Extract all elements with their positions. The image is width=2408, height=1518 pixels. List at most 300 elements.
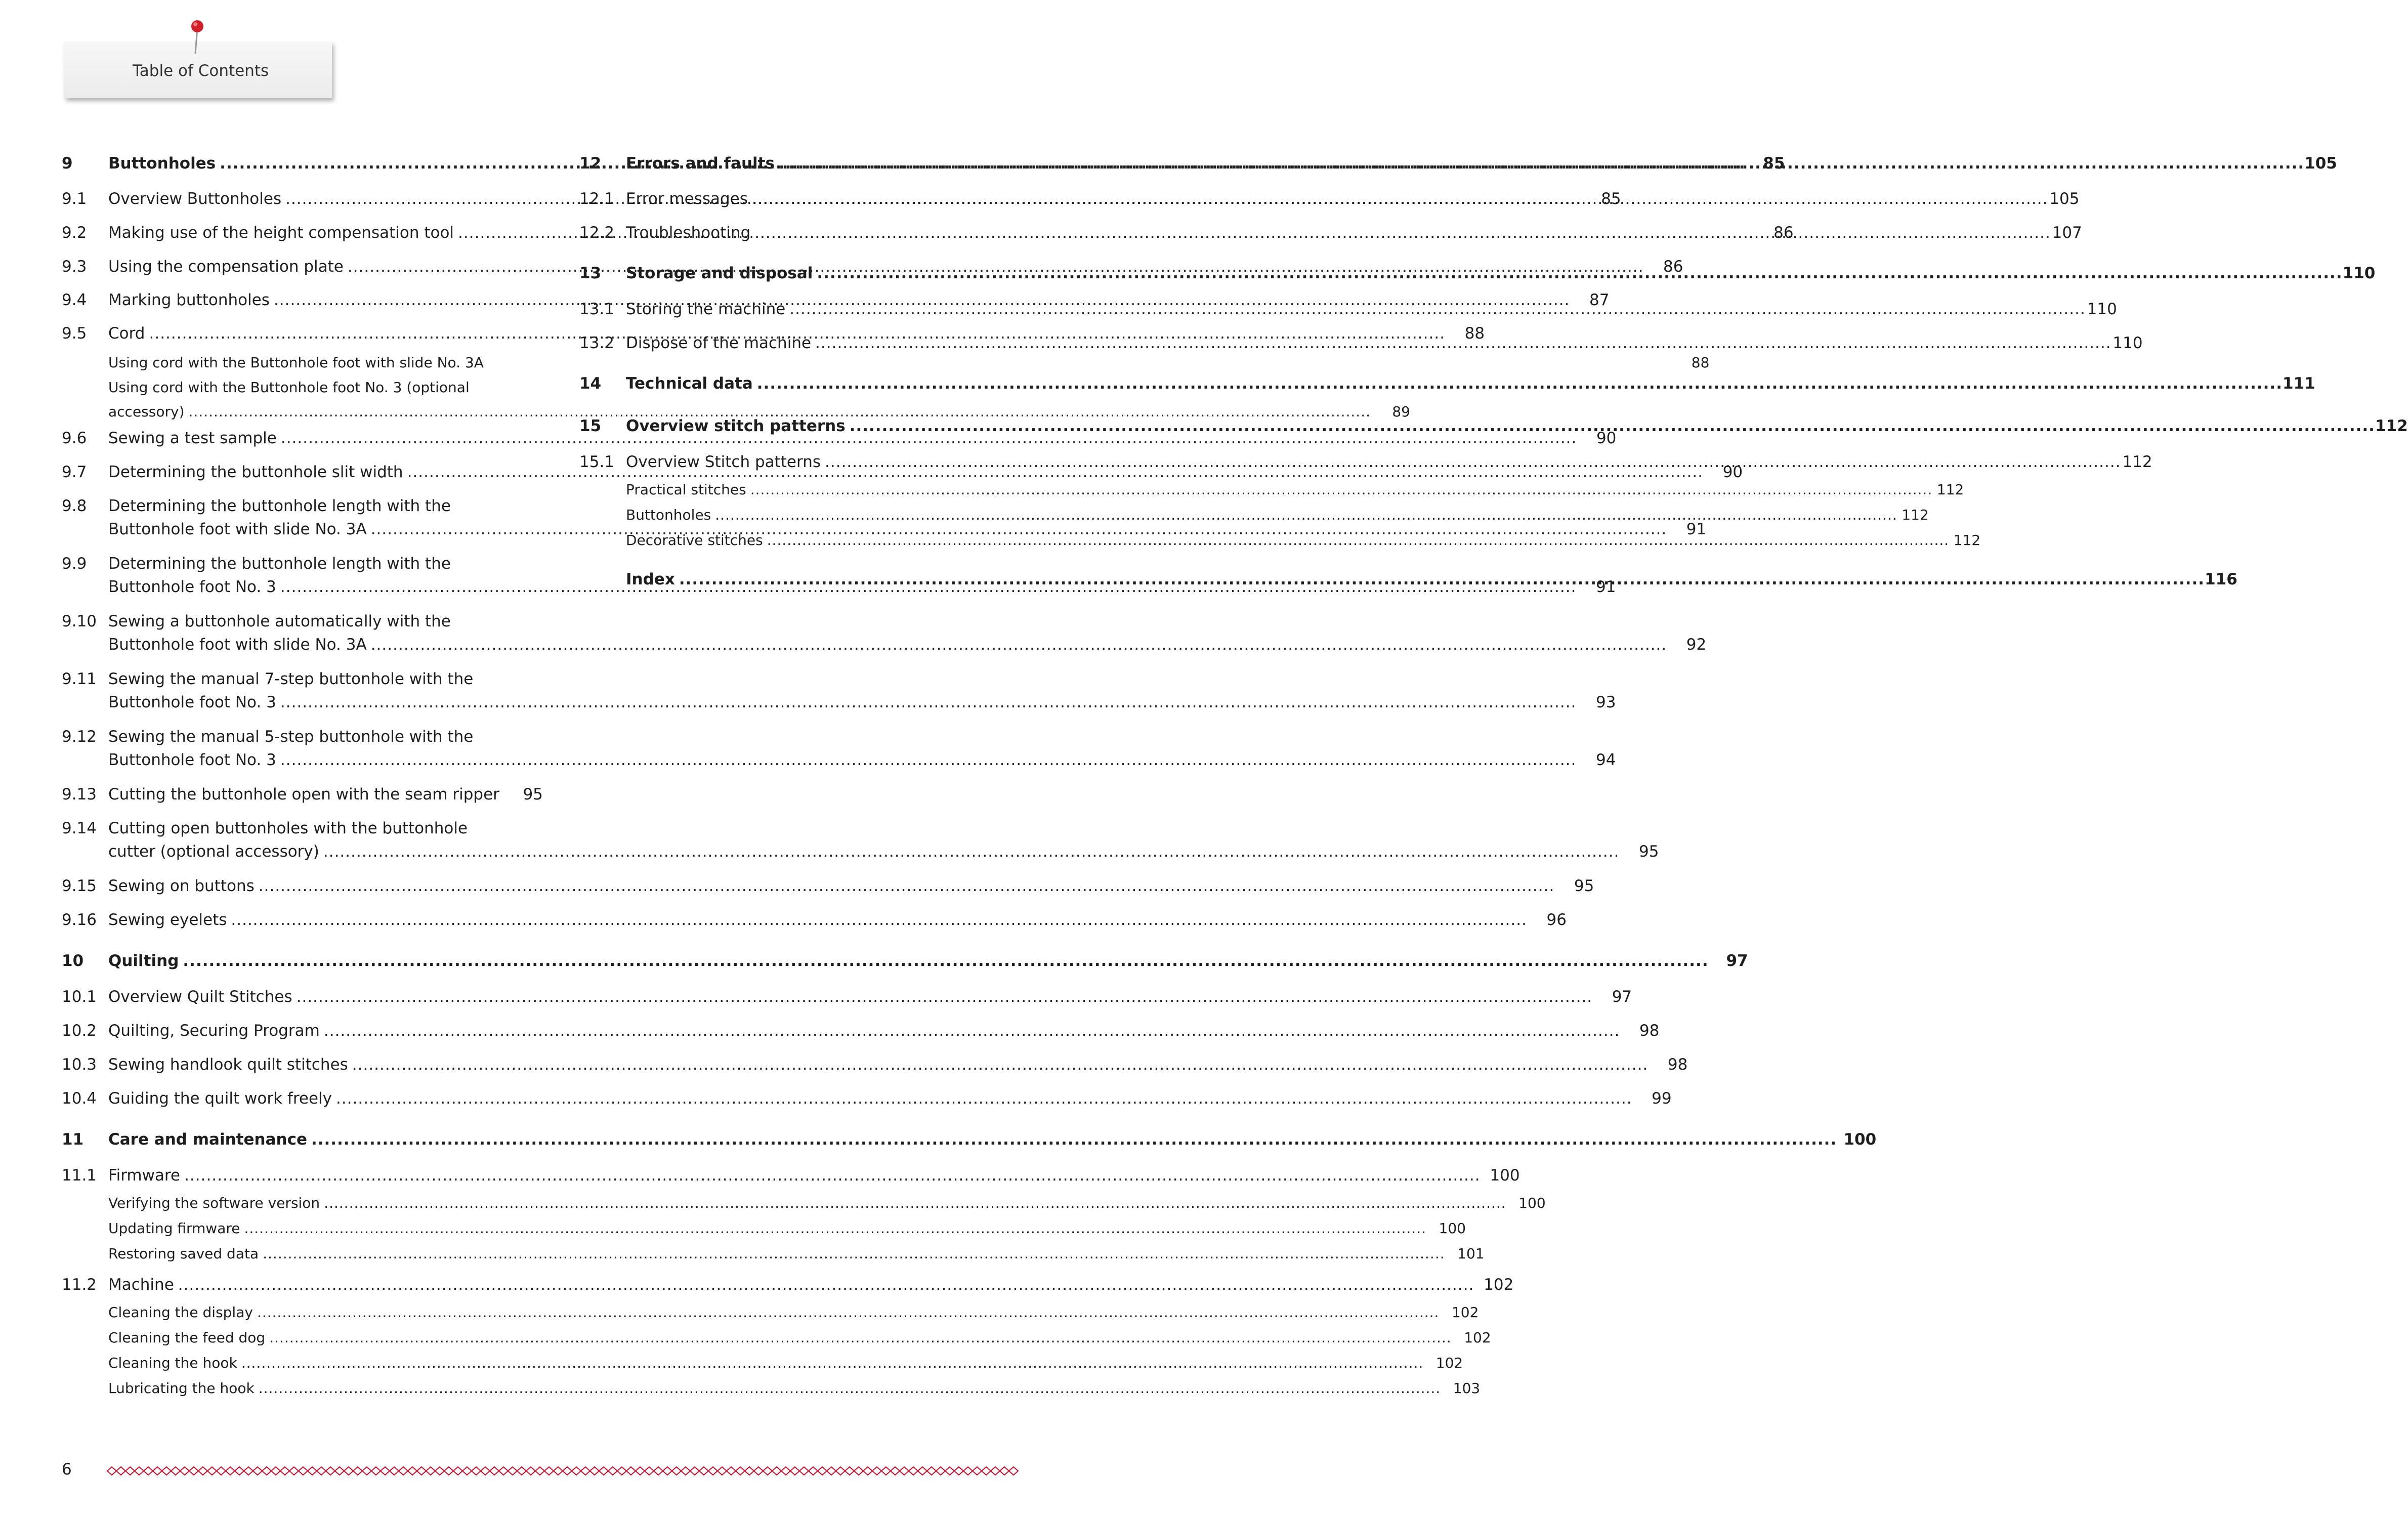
toc-entry-title: Determining the buttonhole length with the [108,497,451,515]
toc-entry-number: 12.1 [579,190,615,208]
toc-page-number: 88 [1464,324,1485,343]
dot-leader [371,633,1667,656]
toc-page-number: 100 [1843,1130,1877,1149]
toc-page-number: 112 [1936,481,1964,498]
toc-entry-number: 9.7 [62,463,87,481]
toc-entry-number: 15.1 [579,453,615,471]
toc-subsection-entry[interactable] [62,1242,1485,1266]
stitch-diamond [408,1467,417,1475]
toc-entry-title: Quilting [108,952,179,970]
toc-entry-title: Lubricating the hook [108,1380,255,1397]
toc-entry-title: Restoring saved data [108,1245,259,1262]
toc-entry-number: 11 [62,1130,84,1149]
toc-entry-title: Buttonhole foot No. 3 [108,578,276,596]
toc-subsection-entry[interactable] [62,1300,1479,1325]
stitch-diamond [180,1467,189,1475]
toc-entry-title: Cleaning the feed dog [108,1329,266,1346]
stitch-diamond [845,1467,854,1475]
dot-leader [767,528,1950,553]
toc-entry-number: 9.5 [62,324,87,343]
toc-entry-title: Sewing the manual 7-step buttonhole with the [108,670,474,688]
dot-leader [825,450,2121,474]
toc-page-number: 100 [1518,1195,1546,1211]
toc-entry-number: 12.2 [579,224,615,242]
toc-subsection-entry[interactable] [62,1216,1466,1241]
stitch-diamond [727,1467,736,1475]
stitch-diamond [499,1467,508,1475]
dot-leader [679,568,2205,591]
toc-subsection-entry[interactable] [62,351,1710,375]
toc-entry-title: Overview Quilt Stitches [108,988,292,1006]
dot-leader [779,152,2304,175]
stitch-diamond [226,1467,235,1475]
toc-entry-number: 11.1 [62,1166,97,1185]
stitch-diamond [699,1467,708,1475]
stitch-diamond [171,1467,180,1475]
toc-page-number: 112 [2375,417,2408,435]
toc-section-entry[interactable] [62,610,1707,656]
toc-entry-title: Error messages [626,190,748,208]
toc-entry-number: 12 [579,154,602,173]
dot-leader [311,1128,1837,1151]
toc-page-number: 102 [1451,1304,1479,1321]
toc-entry-number: 9.8 [62,497,87,515]
toc-page-number: 93 [1595,693,1616,711]
stitch-diamond [672,1467,681,1475]
stitch-diamond [280,1467,289,1475]
toc-entry-title: Cleaning the hook [108,1355,237,1371]
stitch-diamond [590,1467,599,1475]
page-number: 6 [62,1460,72,1479]
stitch-diamond [508,1467,517,1475]
toc-entry-title: accessory) [108,403,185,420]
toc-page-number: 107 [2052,224,2082,242]
dot-leader [752,187,2048,210]
stitch-diamond [708,1467,717,1475]
toc-page-number: 101 [1457,1245,1485,1262]
toc-entry-title: Decorative stitches [626,532,763,549]
toc-page-number: 111 [2283,374,2315,393]
decorative-stitch-border [107,1465,1021,1477]
stitch-diamond [608,1467,617,1475]
stitch-diamond [781,1467,790,1475]
toc-page-number: 103 [1453,1380,1481,1397]
dot-leader [789,298,2086,321]
toc-page-number: 90 [1722,463,1743,481]
stitch-diamond [116,1467,125,1475]
toc-page-number: 94 [1595,751,1616,769]
toc-entry-title: Troubleshooting [626,224,751,242]
dot-leader [257,1300,1440,1325]
toc-section-entry[interactable] [62,908,1567,932]
stitch-diamond [125,1467,135,1475]
dot-leader [280,691,1577,714]
toc-entry-number: 9.14 [62,819,97,837]
pushpin-icon [187,18,207,56]
toc-entry-number: 9.6 [62,429,87,447]
toc-entry-number: 10 [62,952,84,970]
dot-leader [757,372,2283,395]
toc-section-entry[interactable] [62,874,1594,898]
toc-page-number: 102 [1464,1329,1491,1346]
toc-page-number: 112 [1902,507,1929,523]
stitch-diamond [335,1467,344,1475]
stitch-diamond [745,1467,754,1475]
toc-page-number: 110 [2342,264,2376,282]
stitch-diamond [417,1467,426,1475]
stitch-diamond [982,1467,991,1475]
toc-page-number: 110 [2113,334,2143,352]
toc-entry-title: Buttonhole foot with slide No. 3A [108,636,367,654]
stitch-diamond [772,1467,781,1475]
stitch-diamond [262,1467,271,1475]
toc-entry-number: 13.2 [579,334,615,352]
stitch-diamond [490,1467,499,1475]
stitch-diamond [790,1467,799,1475]
stitch-diamond [253,1467,262,1475]
toc-section-entry[interactable] [62,427,1617,450]
toc-entry-title: Sewing a test sample [108,429,277,447]
stitch-diamond [144,1467,153,1475]
toc-entry-title: cutter (optional accessory) [108,842,319,861]
toc-entry-number: 11.2 [62,1276,97,1294]
toc-section-entry[interactable] [62,985,1632,1008]
stitch-diamond [526,1467,535,1475]
dot-leader [263,1242,1445,1266]
dot-leader [244,1216,1427,1241]
toc-entry-title: Buttonholes [626,507,711,523]
toc-entry-title: Errors and faults [626,154,775,173]
toc-section-entry[interactable] [62,725,1616,772]
stitch-diamond [244,1467,253,1475]
stitch-diamond [799,1467,809,1475]
dot-leader [178,1273,1474,1296]
toc-page-number: 100 [1490,1166,1520,1185]
stitch-diamond [189,1467,198,1475]
dot-leader [259,1376,1441,1401]
dot-leader [715,503,1897,527]
toc-entry-number: 9.1 [62,190,87,208]
toc-page-number: 97 [1612,988,1632,1006]
toc-subsection-entry[interactable] [62,1326,1491,1350]
stitch-diamond [572,1467,581,1475]
toc-entry-title: Index [626,570,675,588]
toc-entry-number: 10.1 [62,988,97,1006]
toc-page-number: 100 [1439,1220,1466,1237]
toc-entry-title: Buttonholes [108,154,216,173]
stitch-diamond [818,1467,827,1475]
stitch-diamond [554,1467,563,1475]
dot-leader [324,1019,1620,1042]
dot-leader [184,1164,1481,1187]
toc-entry-title: Machine [108,1276,174,1294]
stitch-diamond [107,1467,116,1475]
stitch-diamond [1009,1467,1018,1475]
stitch-diamond [207,1467,217,1475]
toc-entry-title: Overview Stitch patterns [626,453,821,471]
toc-entry-number: 10.2 [62,1022,97,1040]
toc-entry-title: Sewing eyelets [108,911,227,929]
toc-chapter-entry[interactable] [579,372,2315,395]
toc-page-number: 110 [2087,300,2117,318]
dot-leader [241,1351,1424,1375]
dot-leader [817,262,2342,285]
stitch-diamond [717,1467,727,1475]
toc-entry-title: Guiding the quilt work freely [108,1089,332,1108]
stitch-diamond [299,1467,308,1475]
stitch-diamond [362,1467,371,1475]
toc-entry-number: 9.16 [62,911,97,929]
stitch-diamond [390,1467,399,1475]
stitch-diamond [881,1467,891,1475]
toc-entry-number: 9.2 [62,224,87,242]
stitch-diamond [326,1467,335,1475]
toc-page-number: 98 [1639,1022,1660,1040]
stitch-diamond [535,1467,544,1475]
dot-leader [815,331,2111,355]
toc-entry-title: Marking buttonholes [108,291,270,309]
toc-section-entry[interactable] [62,1053,1688,1076]
toc-entry-number: 9.12 [62,728,97,746]
toc-entry-title: Determining the buttonhole slit width [108,463,403,481]
toc-entry-title: Verifying the software version [108,1195,320,1211]
stitch-diamond [599,1467,608,1475]
page-title: Table of Contents [133,62,269,80]
stitch-diamond [690,1467,699,1475]
stitch-diamond [317,1467,326,1475]
stitch-diamond [963,1467,973,1475]
toc-entry-title: Care and maintenance [108,1130,307,1149]
dot-leader [259,874,1555,898]
toc-entry-title: Overview stitch patterns [626,417,846,435]
toc-page-number: 86 [1773,224,1794,242]
toc-entry-title: Dispose of the machine [626,334,812,352]
toc-entry-title: Using cord with the Buttonhole foot No. 3 (optional [108,379,470,396]
stitch-diamond [954,1467,963,1475]
toc-entry-number: 10.3 [62,1056,97,1074]
toc-entry-title: Practical stitches [626,481,746,498]
stitch-diamond [872,1467,881,1475]
dot-leader [323,840,1620,863]
toc-chapter-entry[interactable] [62,1128,1877,1151]
toc-entry-number: 9.11 [62,670,97,688]
stitch-diamond [563,1467,572,1475]
toc-page-number: 85 [1601,190,1621,208]
toc-entry-number: 13.1 [579,300,615,318]
toc-entry-title: Storage and disposal [626,264,813,282]
stitch-diamond [162,1467,171,1475]
toc-section-entry[interactable] [62,1019,1660,1042]
toc-page-number: 95 [523,785,543,804]
toc-subsection-entry[interactable] [62,1376,1481,1401]
toc-page-number: 97 [1726,952,1748,970]
stitch-diamond [1000,1467,1009,1475]
dot-leader [231,908,1527,932]
toc-entry-title: Making use of the height compensation tool [108,224,454,242]
toc-entry-title: Storing the machine [626,300,786,318]
stitch-diamond [763,1467,772,1475]
stitch-diamond [754,1467,763,1475]
toc-page-number: 95 [1574,877,1594,895]
toc-section-entry[interactable] [62,1087,1672,1110]
dot-leader [352,1053,1649,1076]
dot-leader [183,949,1708,973]
dot-leader [850,414,2375,438]
dot-leader [324,1191,1506,1215]
dot-leader [269,1326,1452,1350]
toc-page-number: 90 [1596,429,1617,447]
toc-page-number: 85 [1763,154,1785,173]
toc-page-number: 112 [1953,532,1981,549]
stitch-diamond [135,1467,144,1475]
toc-entry-title: Cleaning the display [108,1304,253,1321]
toc-page-number: 92 [1686,636,1707,654]
toc-entry-title: Sewing handlook quilt stitches [108,1056,348,1074]
stitch-diamond [353,1467,362,1475]
dot-leader [754,221,2051,244]
toc-page-number: 98 [1667,1056,1688,1074]
toc-subsection-entry[interactable] [579,503,1929,527]
toc-entry-title: Updating firmware [108,1220,240,1237]
toc-page-number: 86 [1663,258,1683,276]
stitch-diamond [517,1467,526,1475]
dot-leader [750,478,1933,502]
stitch-diamond [381,1467,390,1475]
toc-entry-number: 15 [579,417,602,435]
toc-entry-number: 9.10 [62,612,97,630]
stitch-diamond [827,1467,836,1475]
stitch-diamond [371,1467,381,1475]
toc-entry-number: 9.4 [62,291,87,309]
toc-entry-title: Quilting, Securing Program [108,1022,320,1040]
stitch-diamond [617,1467,626,1475]
toc-entry-title: Sewing the manual 5-step buttonhole with the [108,728,474,746]
stitch-diamond [198,1467,207,1475]
toc-page-number: 87 [1589,291,1610,309]
toc-page-number: 99 [1652,1089,1672,1108]
toc-subsection-entry[interactable] [62,1351,1463,1375]
stitch-diamond [399,1467,408,1475]
stitch-diamond [681,1467,690,1475]
toc-entry-title: Technical data [626,374,753,393]
stitch-diamond [435,1467,444,1475]
toc-page-number: 88 [1691,354,1710,371]
toc-entry-title: Sewing on buttons [108,877,255,895]
toc-page-number: 112 [2122,453,2152,471]
toc-entry-number: 9.9 [62,555,87,573]
stitch-diamond [645,1467,654,1475]
stitch-diamond [626,1467,636,1475]
toc-page-number: 91 [1686,520,1707,538]
toc-entry-number: 9.3 [62,258,87,276]
stitch-diamond [235,1467,244,1475]
toc-subsection-entry[interactable] [579,478,1964,502]
toc-page-number: 91 [1595,578,1616,596]
stitch-diamond [481,1467,490,1475]
dot-leader [297,985,1593,1008]
toc-page-number: 95 [1638,842,1659,861]
stitch-diamond [863,1467,872,1475]
stitch-diamond [991,1467,1000,1475]
stitch-diamond [900,1467,909,1475]
toc-entry-title: Buttonhole foot No. 3 [108,751,276,769]
stitch-diamond [854,1467,863,1475]
toc-entry-title: Firmware [108,1166,181,1185]
toc-entry-title: Using the compensation plate [108,258,344,276]
toc-section-entry[interactable] [62,817,1659,863]
toc-section-entry[interactable] [62,1164,1520,1187]
stitch-diamond [909,1467,918,1475]
toc-page-number: 102 [1484,1276,1514,1294]
stitch-diamond [462,1467,472,1475]
toc-entry-title: Sewing a buttonhole automatically with the [108,612,451,630]
toc-entry-number: 10.4 [62,1089,97,1108]
stitch-diamond [736,1467,745,1475]
toc-section-entry[interactable] [62,1273,1514,1296]
stitch-diamond [581,1467,590,1475]
toc-entry-title: Using cord with the Buttonhole foot with slide No. 3A [108,354,484,371]
toc-entry-number: 14 [579,374,602,393]
toc-entry-title: Buttonhole foot with slide No. 3A [108,520,367,538]
stitch-diamond [308,1467,317,1475]
toc-entry-title: Cord [108,324,145,343]
toc-page-number: 105 [2304,154,2337,173]
stitch-diamond [217,1467,226,1475]
toc-section-entry[interactable] [62,783,543,806]
stitch-diamond [636,1467,645,1475]
toc-entry-title: Cutting open buttonholes with the buttonhole [108,819,468,837]
toc-page-number: 89 [1392,403,1410,420]
toc-entry-title: Overview Buttonholes [108,190,282,208]
stitch-diamond [344,1467,353,1475]
dot-leader [280,748,1577,772]
dot-leader [336,1087,1632,1110]
toc-section-entry[interactable] [62,667,1616,714]
stitch-diamond [289,1467,299,1475]
toc-subsection-entry[interactable] [62,1191,1546,1215]
stitch-diamond [153,1467,162,1475]
toc-page-number: 105 [2049,190,2080,208]
toc-page-number: 116 [2205,570,2237,588]
stitch-diamond [544,1467,554,1475]
stitch-diamond [891,1467,900,1475]
stitch-diamond [444,1467,453,1475]
toc-entry-number: 9.13 [62,785,97,804]
stitch-diamond [973,1467,982,1475]
stitch-diamond [936,1467,945,1475]
stitch-diamond [453,1467,462,1475]
stitch-diamond [271,1467,280,1475]
toc-chapter-entry[interactable] [62,949,1748,973]
toc-entry-number: 13 [579,264,602,282]
toc-entry-number: 9 [62,154,73,173]
stitch-diamond [918,1467,927,1475]
stitch-diamond [663,1467,672,1475]
stitch-diamond [426,1467,435,1475]
stitch-diamond [945,1467,954,1475]
stitch-diamond [654,1467,663,1475]
toc-entry-title: Determining the buttonhole length with the [108,555,451,573]
stitch-diamond [809,1467,818,1475]
stitch-diamond [836,1467,845,1475]
toc-entry-title: Cutting the buttonhole open with the seam ripper [108,785,499,804]
toc-page-number: 102 [1435,1355,1463,1371]
stitch-diamond [927,1467,936,1475]
toc-entry-number: 9.15 [62,877,97,895]
toc-page-number: 96 [1546,911,1567,929]
stitch-diamond [472,1467,481,1475]
toc-entry-title: Buttonhole foot No. 3 [108,693,276,711]
